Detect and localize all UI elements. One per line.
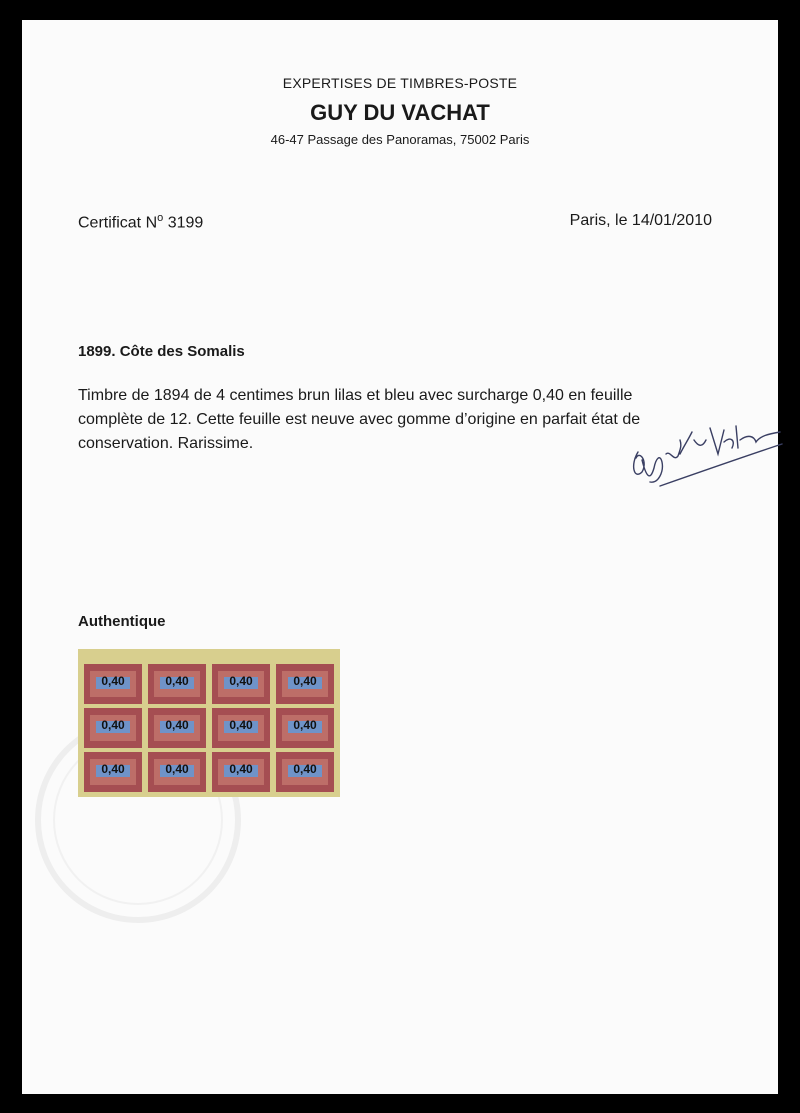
stamp <box>148 664 206 704</box>
stamp-overprint: 0,40 <box>293 674 317 688</box>
stamp-overprint: 0,40 <box>101 762 125 776</box>
stamp-overprint: 0,40 <box>165 674 189 688</box>
degree-sign: o <box>157 212 164 224</box>
stamp <box>84 664 142 704</box>
certificate-number-label: Certificat N <box>78 214 158 232</box>
certificate-page <box>22 20 778 1094</box>
stamp <box>84 752 142 792</box>
stamp-overprint: 0,40 <box>101 718 125 732</box>
stamp-overprint: 0,40 <box>101 674 125 688</box>
stamp-overprint: 0,40 <box>165 762 189 776</box>
stamp-overprint: 0,40 <box>293 718 317 732</box>
stamp <box>84 708 142 748</box>
stamp-overprint: 0,40 <box>229 762 253 776</box>
expertise-verdict: Authentique <box>78 613 166 630</box>
stamp <box>212 752 270 792</box>
description-line: conservation. Rarissime. <box>78 435 254 452</box>
stamp <box>148 752 206 792</box>
stamp <box>276 708 334 748</box>
certificate-number <box>78 212 203 232</box>
stamp-sheet-of-12 <box>78 649 340 797</box>
stamp-overprint: 0,40 <box>229 718 253 732</box>
stamp-overprint: 0,40 <box>229 674 253 688</box>
certificate-number-value: 3199 <box>167 214 204 232</box>
stamp <box>276 752 334 792</box>
stamp-overprint: 0,40 <box>165 718 189 732</box>
stamp-subject: 1899. Côte des Somalis <box>78 343 245 360</box>
expertise-heading: EXPERTISES DE TIMBRES-POSTE <box>282 75 518 91</box>
stamp <box>148 708 206 748</box>
stamp <box>212 664 270 704</box>
stamp-overprint: 0,40 <box>293 762 317 776</box>
expert-signature <box>620 410 785 490</box>
description-line: Timbre de 1894 de 4 centimes brun lilas et bleu avec surcharge 0,40 en feuille <box>78 387 633 404</box>
description-line: complète de 12. Cette feuille est neuve avec gomme d’origine en parfait état de <box>78 411 641 428</box>
expert-name: GUY DU VACHAT <box>310 100 490 125</box>
expert-address: 46-47 Passage des Panoramas, 75002 Paris <box>270 132 530 147</box>
stamp <box>212 708 270 748</box>
stamp-description <box>78 384 698 456</box>
stamp <box>276 664 334 704</box>
certificate-date: Paris, le 14/01/2010 <box>569 212 712 229</box>
